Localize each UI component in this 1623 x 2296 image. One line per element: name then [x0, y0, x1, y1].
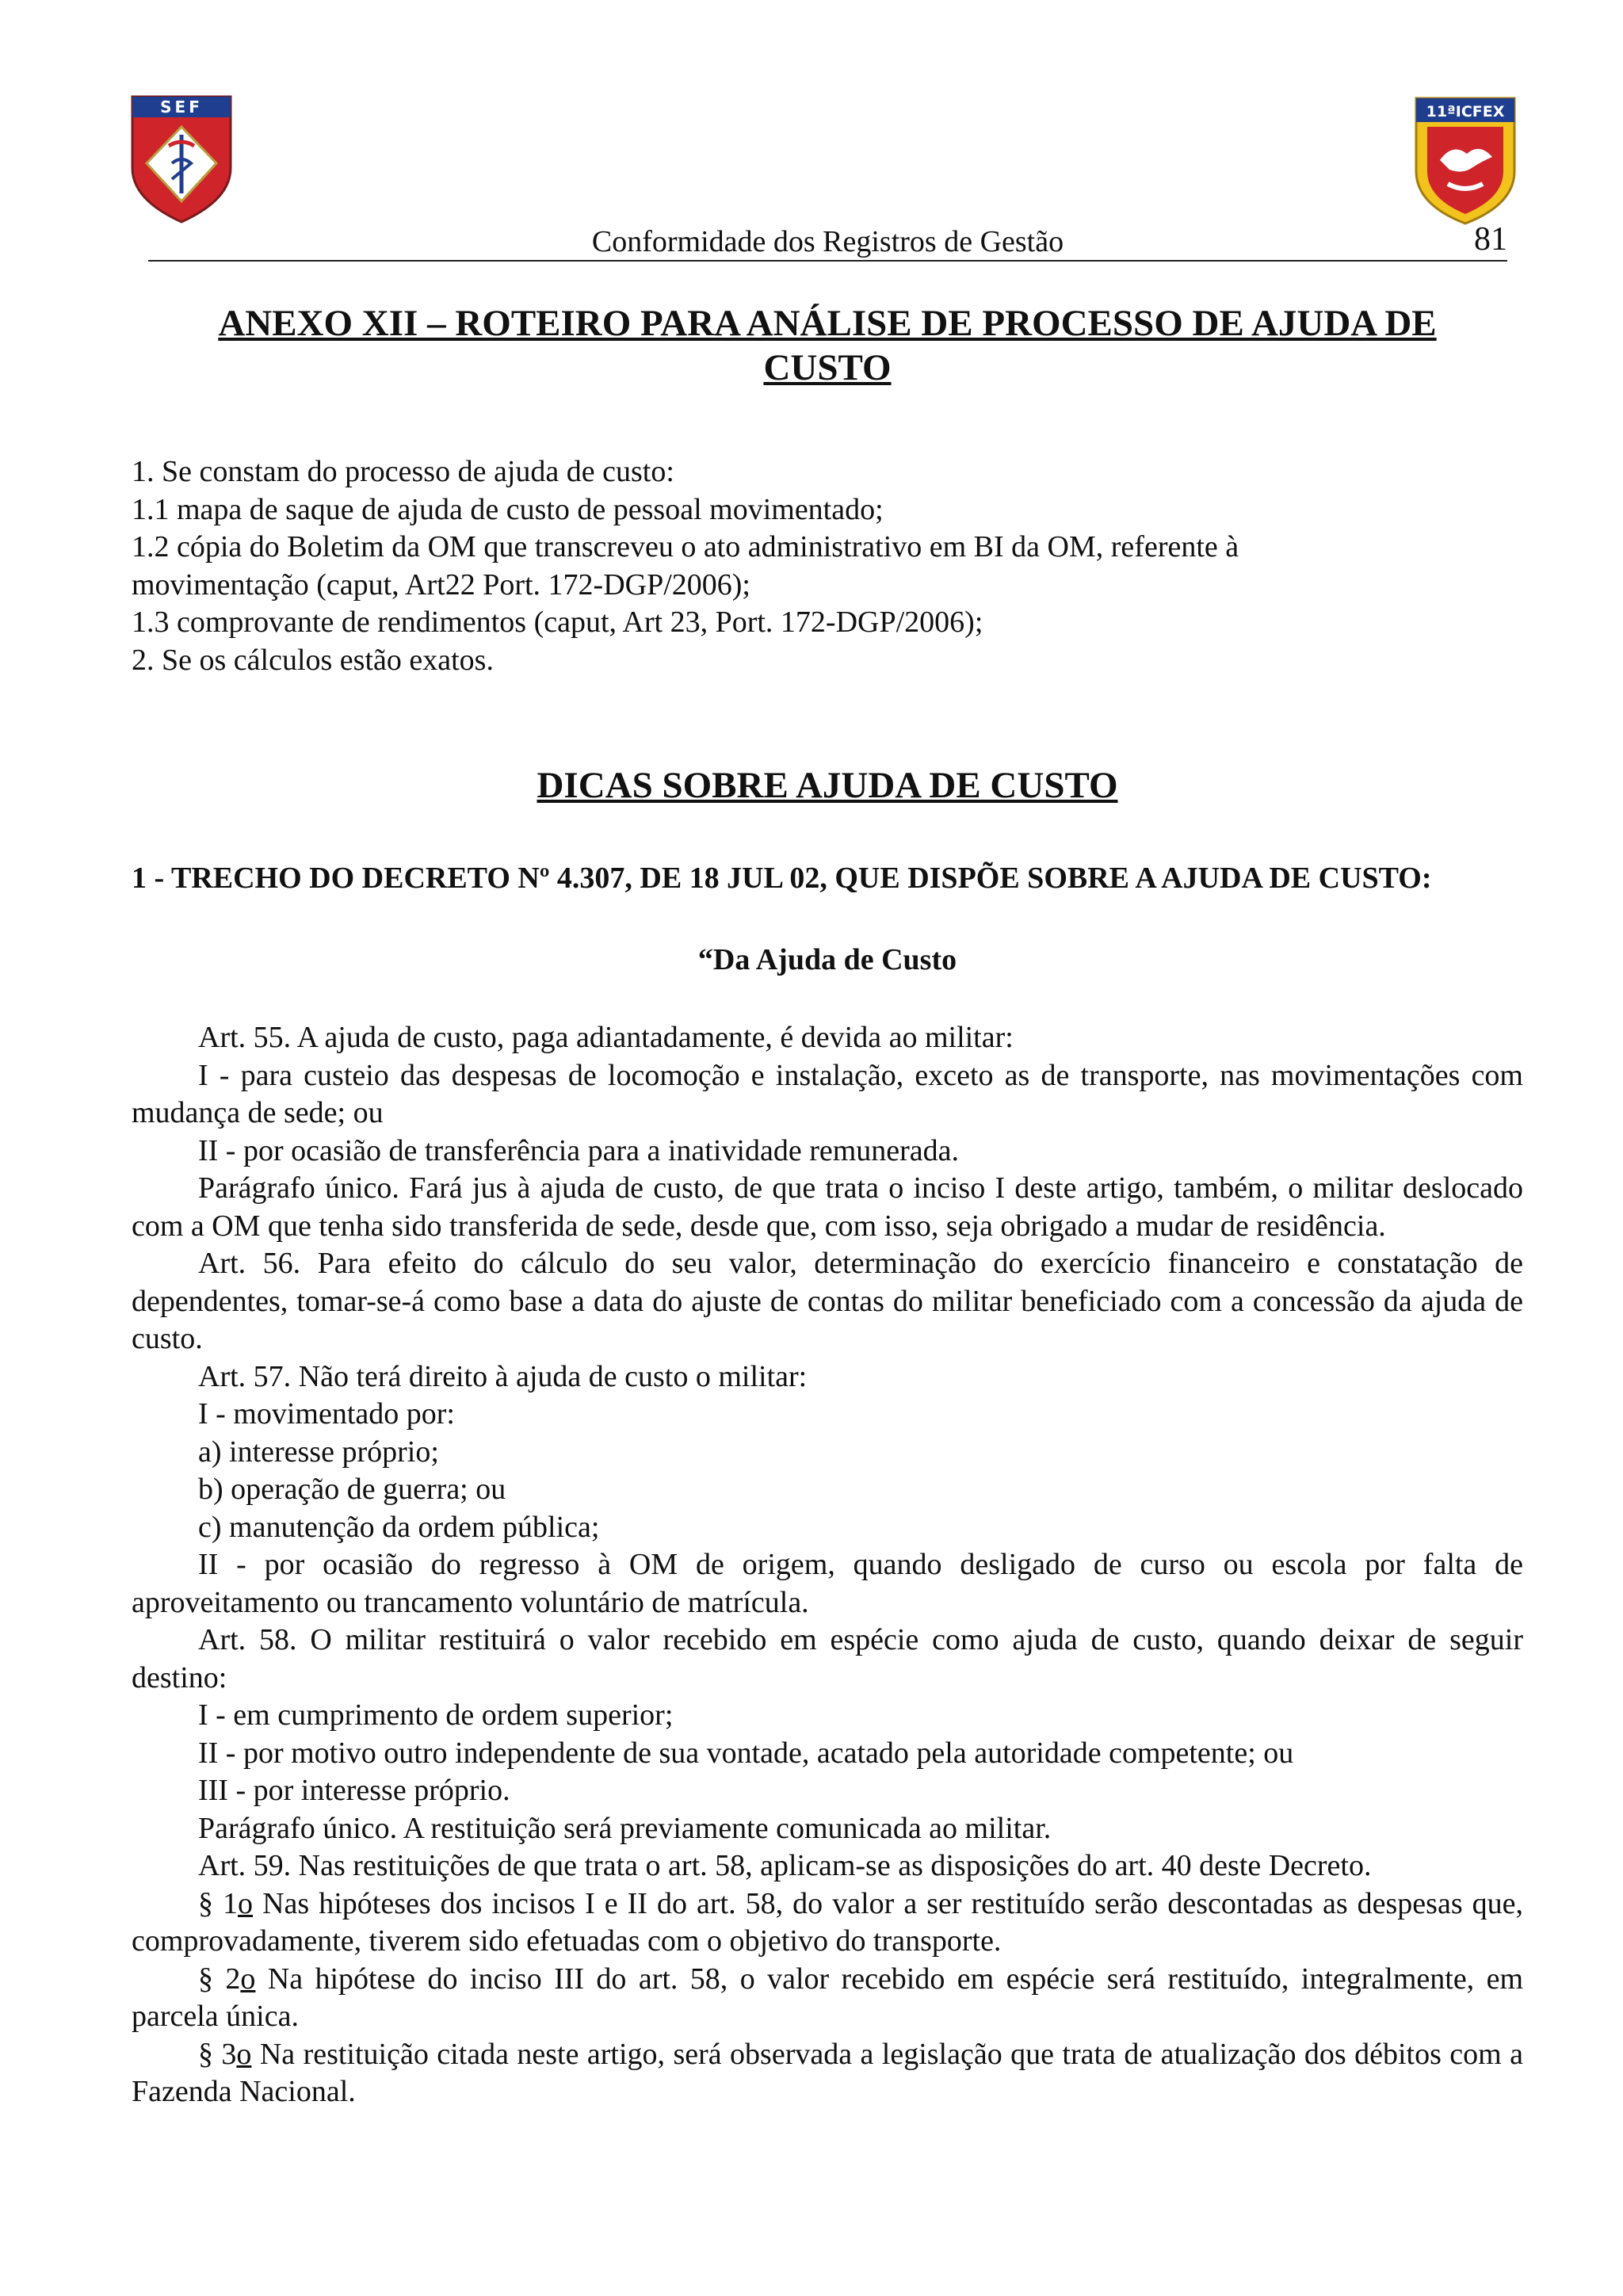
annex-title-line2: CUSTO	[763, 347, 892, 388]
annex-checklist	[132, 453, 1523, 679]
art-59-paragrafo-3	[132, 2036, 1523, 2111]
art-59-paragrafo-1	[132, 1885, 1523, 1961]
icfex-logo	[1413, 95, 1518, 227]
checklist-item: 1.2 cópia do Boletim da OM que transcreveu o ato administrativo em BI da OM, referente à	[132, 530, 1239, 563]
checklist-item: 2. Se os cálculos estão exatos.	[132, 643, 494, 677]
decree-excerpt	[132, 1019, 1523, 2111]
icfex-logo-text: 11ªICFEX	[1426, 103, 1505, 120]
art-57-alinea-a: a) interesse próprio;	[198, 1435, 439, 1469]
art-55: Art. 55. A ajuda de custo, paga adiantadamente, é devida ao militar:	[198, 1021, 1014, 1054]
paragraph-text: Na hipótese do inciso III do art. 58, o valor recebido em espécie será restituído, integralmente, em parcela única.	[132, 1962, 1523, 2033]
art-57-alinea-b: b) operação de guerra; ou	[198, 1473, 506, 1506]
page-content	[132, 301, 1523, 2111]
paragraph-text: Na restituição citada neste artigo, será observada a legislação que trata de atualização dos débitos com a Fazenda Nacional.	[132, 2037, 1524, 2108]
art-58-inciso-ii: II - por motivo outro independente de sua vontade, acatado pela autoridade competente; ou	[198, 1736, 1294, 1770]
section-title: 1 - TRECHO DO DECRETO Nº 4.307, DE 18 JUL 02, QUE DISPÕE SOBRE A AJUDA DE CUSTO:	[132, 861, 1432, 895]
annex-title-line1: ANEXO XII – ROTEIRO PARA ANÁLISE DE PROCESSO DE AJUDA DE	[218, 303, 1437, 344]
art-57-inciso-ii: II - por ocasião do regresso à OM de origem, quando desligado de curso ou escola por falta de aproveitamento ou trancamento voluntário de matrícula.	[132, 1548, 1523, 1619]
ordinal-mark: o	[236, 2037, 252, 2071]
art-59-paragrafo-2	[132, 1961, 1523, 2036]
checklist-item: 1. Se constam do processo de ajuda de custo:	[132, 455, 674, 488]
art-58-paragrafo-unico: Parágrafo único. A restituição será previamente comunicada ao militar.	[198, 1811, 1052, 1845]
checklist-item: 1.1 mapa de saque de ajuda de custo de pessoal movimentado;	[132, 492, 884, 526]
paragraph-sign: § 3	[198, 2037, 237, 2071]
ordinal-mark: o	[238, 1886, 254, 1920]
checklist-item: movimentação (caput, Art22 Port. 172-DGP/2006);	[132, 567, 750, 602]
art-55-inciso-i: I - para custeio das despesas de locomoção e instalação, exceto as de transporte, nas movimentações com mudança de sede; ou	[132, 1058, 1523, 1129]
annex-title	[132, 301, 1523, 390]
art-58-inciso-i: I - em cumprimento de ordem superior;	[198, 1698, 674, 1732]
paragraph-sign: § 1	[198, 1886, 239, 1920]
art-56: Art. 56. Para efeito do cálculo do seu valor, determinação do exercício financeiro e constatação de dependentes, tomar-se-á como base a data do ajuste de contas do militar beneficiado com a concessão da ajuda de custo.	[132, 1247, 1523, 1355]
ordinal-mark: o	[240, 1962, 256, 1996]
tips-title: DICAS SOBRE AJUDA DE CUSTO	[537, 765, 1118, 806]
header-rule	[148, 260, 1507, 262]
art-59: Art. 59. Nas restituições de que trata o art. 58, aplicam-se as disposições do art. 40 deste Decreto.	[198, 1849, 1372, 1882]
sef-logo	[131, 95, 232, 223]
sef-logo-text: SEF	[160, 97, 203, 117]
page-number: 81	[1474, 221, 1507, 258]
art-55-paragrafo-unico: Parágrafo único. Fará jus à ajuda de custo, de que trata o inciso I deste artigo, também, o militar deslocado com a OM que tenha sido transferida de sede, desde que, com isso, seja obrigado a mudar de residência.	[132, 1171, 1523, 1243]
art-57-alinea-c: c) manutenção da ordem pública;	[198, 1510, 600, 1544]
art-57: Art. 57. Não terá direito à ajuda de custo o militar:	[198, 1359, 808, 1393]
art-57-inciso-i: I - movimentado por:	[198, 1397, 455, 1431]
art-55-inciso-ii: II - por ocasião de transferência para a inatividade remunerada.	[198, 1133, 960, 1167]
paragraph-text: Nas hipóteses dos incisos I e II do art. 58, do valor a ser restituído serão descontadas as despesas que, comprovadamente, tiverem sido efetuadas com o objetivo do transporte.	[132, 1886, 1524, 1958]
checklist-item: 1.3 comprovante de rendimentos (caput, Art 23, Port. 172-DGP/2006);	[132, 606, 983, 639]
art-58-inciso-iii: III - por interesse próprio.	[198, 1774, 510, 1807]
quote-title: “Da Ajuda de Custo	[697, 943, 957, 976]
art-58: Art. 58. O militar restituirá o valor recebido em espécie como ajuda de custo, quando deixar de seguir destino:	[132, 1623, 1523, 1694]
header-title: Conformidade dos Registros de Gestão	[591, 225, 1064, 258]
paragraph-sign: § 2	[198, 1962, 241, 1996]
